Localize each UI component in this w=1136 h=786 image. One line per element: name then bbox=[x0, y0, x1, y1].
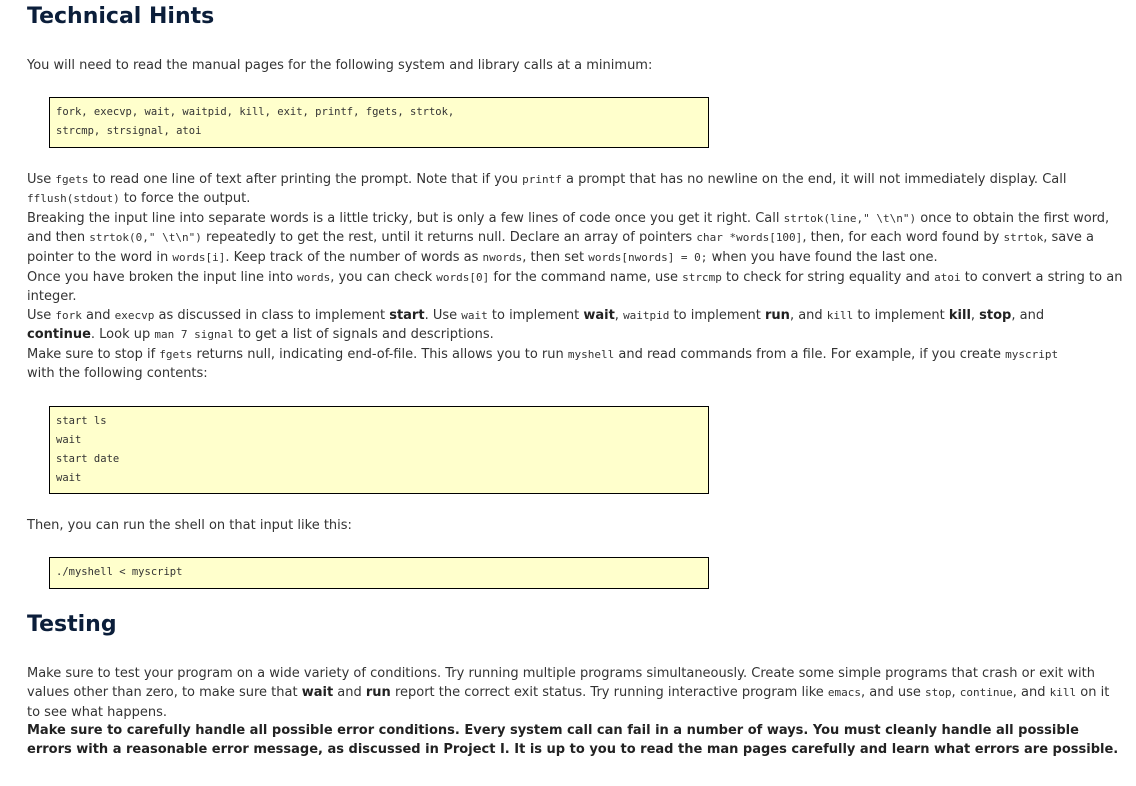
testing-paragraph: Make sure to test your program on a wide variety of conditions. Try running multiple programs simultaneously. Create some simple programs that crash or exit with values other than zero, to make sure that wait and run report the correct exit status. Try running interactive program like emacs, and use stop, continue, and kill on it to see what happens. bbox=[27, 666, 1110, 720]
script-line: start date bbox=[56, 453, 120, 465]
intro-paragraph: You will need to read the manual pages for the following system and library calls at a minimum: bbox=[27, 58, 653, 73]
script-line: wait bbox=[56, 434, 82, 446]
testing-heading: Testing bbox=[27, 612, 117, 637]
words-paragraph: Once you have broken the input line into words, you can check words[0] for the command name, use strcmp to check for string equality and atoi to convert a string to an integer. bbox=[27, 270, 1123, 305]
calls-line-2: strcmp, strsignal, atoi bbox=[56, 125, 202, 137]
technical-hints-heading: Technical Hints bbox=[27, 4, 215, 29]
run-command: ./myshell < myscript bbox=[56, 566, 183, 578]
script-line: start ls bbox=[56, 415, 107, 427]
script-code-box bbox=[49, 406, 709, 494]
strtok-paragraph: Breaking the input line into separate words is a little tricky, but is only a few lines of code once you get it right. Call strtok(line," \t\n") once to obtain the first word, and then strtok(0," \t\n") repeatedly to get the rest, until it returns null. Declare an array of pointers char *words[100], then, for each word found by strtok, save a pointer to the word in words[i]. Keep track of the number of words as nwords, then set words[nwords] = 0; when you have found the last one. bbox=[27, 211, 1110, 265]
run-command-box bbox=[49, 557, 709, 589]
eof-paragraph: Make sure to stop if fgets returns null, indicating end-of-file. This allows you to run myshell and read commands from a file. For example, if you create myscript with the following contents: bbox=[27, 347, 1059, 382]
then-paragraph: Then, you can run the shell on that input like this: bbox=[27, 518, 352, 533]
calls-line-1: fork, execvp, wait, waitpid, kill, exit, printf, fgets, strtok, bbox=[56, 106, 455, 118]
fgets-paragraph: Use fgets to read one line of text after printing the prompt. Note that if you printf a prompt that has no newline on the end, it will not immediately display. Call fflush(stdout) to force the output. bbox=[27, 172, 1067, 207]
script-line: wait bbox=[56, 472, 82, 484]
calls-code-box bbox=[49, 97, 709, 148]
fork-paragraph: Use fork and execvp as discussed in class to implement start. Use wait to implement wait, waitpid to implement run, and kill to implement kill, stop, and continue. Look up man 7 signal to get a list of signals and descriptions. bbox=[27, 308, 1045, 343]
error-handling-paragraph: Make sure to carefully handle all possible error conditions. Every system call can fail in a number of ways. You must cleanly handle all possible errors with a reasonable error message, as discussed in Project I. It is up to you to read the man pages carefully and learn what errors are possible. bbox=[27, 723, 1119, 757]
